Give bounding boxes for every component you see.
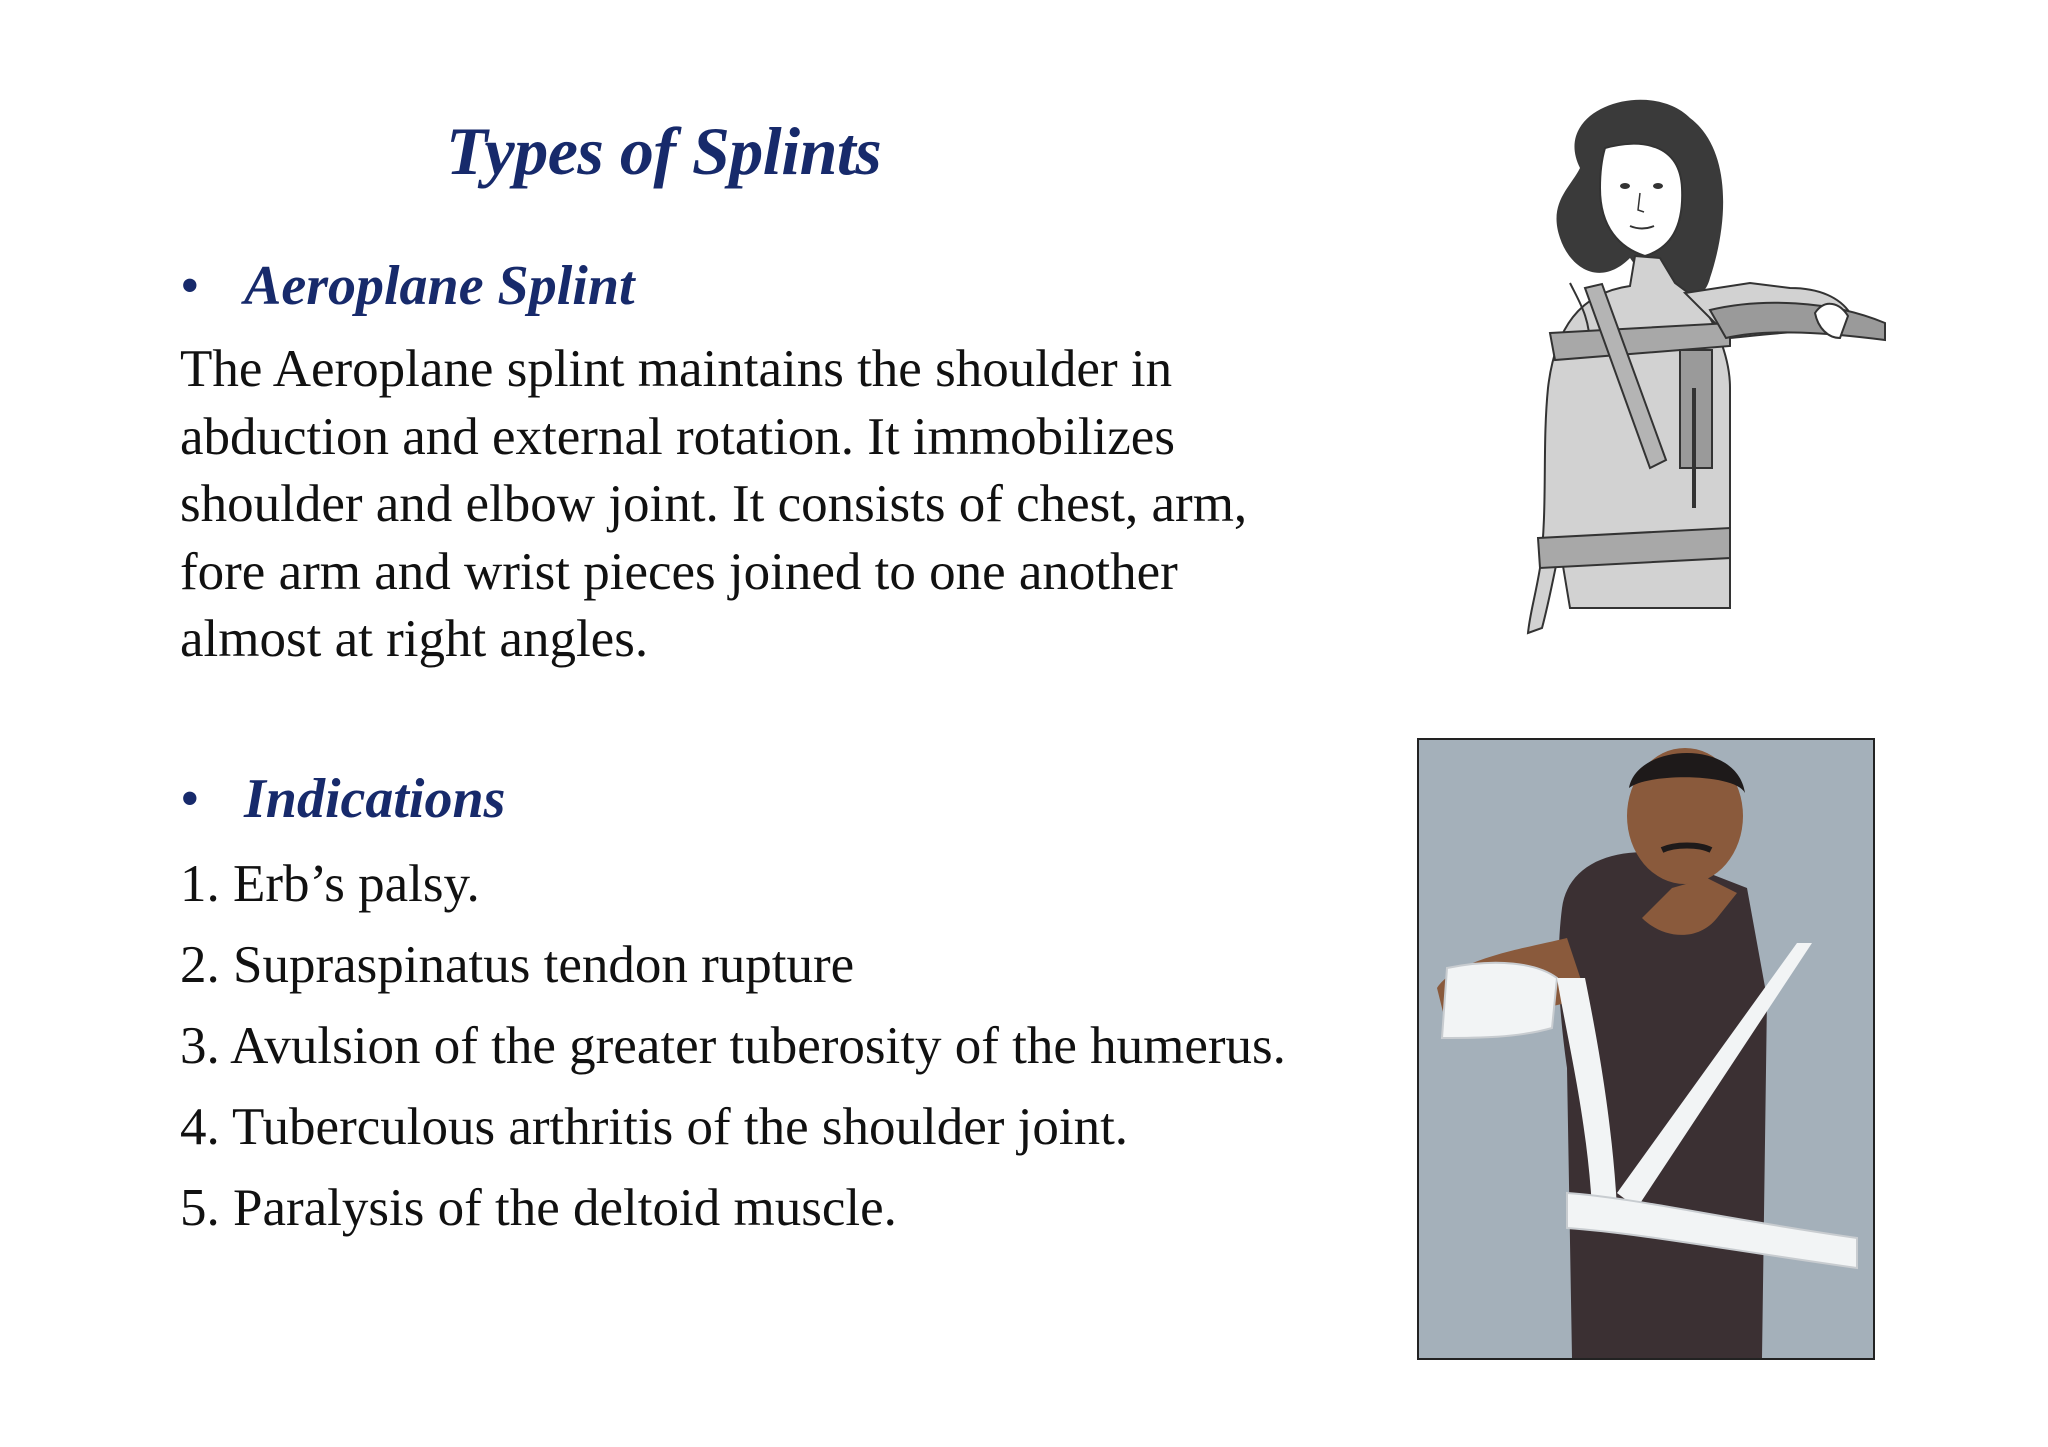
description-line: shoulder and elbow joint. It consists of chest, arm, xyxy=(180,475,1248,533)
aeroplane-splint-patient-photo xyxy=(1417,738,1875,1360)
description-line: fore arm and wrist pieces joined to one another xyxy=(180,542,1178,601)
list-item: 1. Erb’s palsy. xyxy=(180,855,480,913)
list-item: 2. Supraspinatus tendon rupture xyxy=(180,936,855,994)
indications-heading-text: Indications xyxy=(244,768,506,830)
bullet-icon: • xyxy=(180,255,200,317)
slide-title: Types of Splints xyxy=(446,113,882,189)
list-item: 3. Avulsion of the greater tuberosity of the humerus. xyxy=(180,1017,1286,1075)
list-item: 5. Paralysis of the deltoid muscle. xyxy=(180,1179,897,1237)
aeroplane-splint-heading xyxy=(180,254,635,318)
aeroplane-splint-illustration xyxy=(1430,88,1910,688)
description-line: abduction and external rotation. It immobilizes xyxy=(180,407,1175,466)
aeroplane-splint-heading-text: Aeroplane Splint xyxy=(244,255,635,317)
indications-heading xyxy=(180,767,505,831)
indications-list xyxy=(180,850,1286,1255)
list-item: 4. Tuberculous arthritis of the shoulder joint. xyxy=(180,1098,1129,1156)
aeroplane-splint-description xyxy=(180,336,1380,674)
description-line: almost at right angles. xyxy=(180,610,649,668)
bullet-icon: • xyxy=(180,768,200,830)
description-line: The Aeroplane splint maintains the shoulder in xyxy=(180,340,1173,398)
